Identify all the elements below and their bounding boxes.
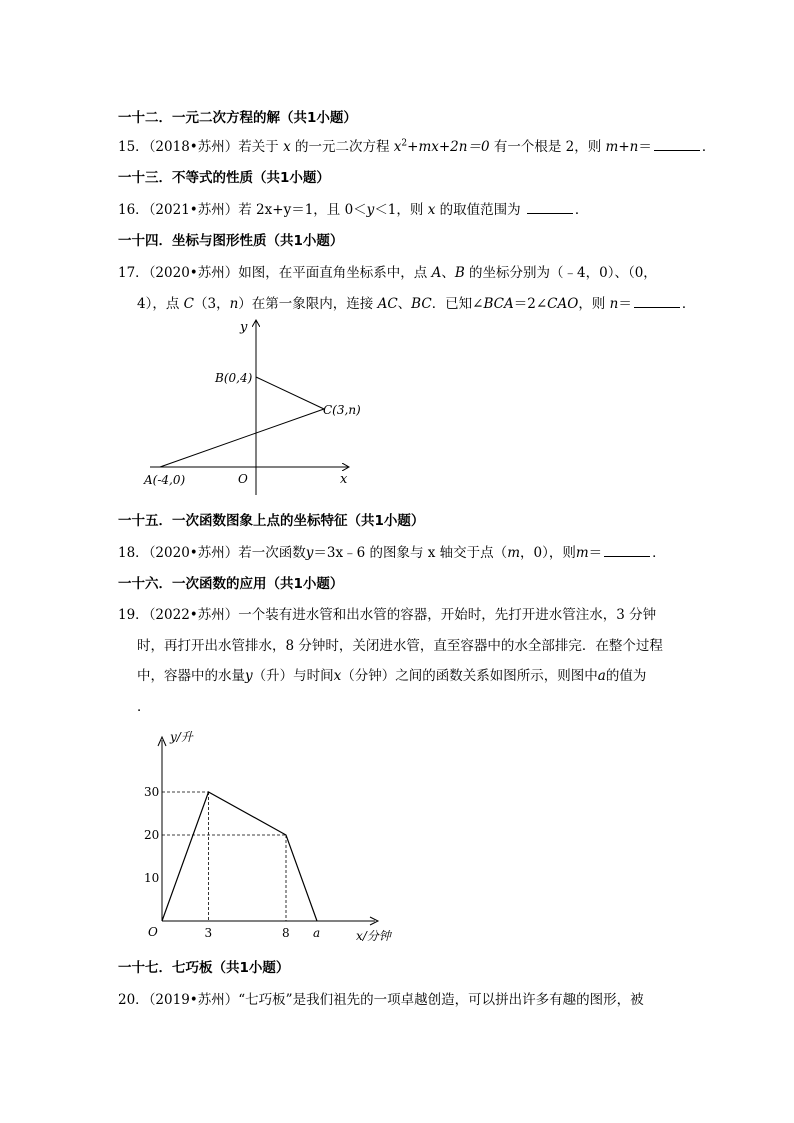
question-17-line1: 17．（2020•苏州）如图，在平面直角坐标系中，点 A、B 的坐标分别为（﹣4，0）、（0， <box>118 265 657 281</box>
section-heading-17: 一十七．七巧板（共1小题） <box>118 960 290 976</box>
water-volume-chart <box>130 722 410 947</box>
answer-blank <box>654 138 700 151</box>
segment-ac <box>160 409 324 467</box>
section-heading-13: 一十三．不等式的性质（共1小题） <box>118 170 330 186</box>
section-heading-14: 一十四．坐标与图形性质（共1小题） <box>118 233 344 249</box>
y-axis-label: y/升 <box>170 730 193 744</box>
y-tick-label: 30 <box>144 785 160 799</box>
x-tick-label: a <box>313 926 321 940</box>
section-heading-15: 一十五．一次函数图象上点的坐标特征（共1小题） <box>118 513 425 529</box>
question-20: 20．（2019•苏州）“七巧板”是我们祖先的一项卓越创造，可以拼出许多有趣的图形，被 <box>118 992 644 1008</box>
question-19-line4: ． <box>137 699 151 715</box>
question-17-line2: 4），点 C（3，n）在第一象限内，连接 AC、BC．已知∠BCA＝2∠CAO，则 n＝ ． <box>137 296 696 312</box>
point-a-label: A(-4,0) <box>144 473 186 487</box>
x-axis-label: x <box>340 472 348 487</box>
answer-blank <box>527 201 573 214</box>
origin-label: O <box>238 472 248 486</box>
series-line <box>162 792 317 921</box>
point-c-label: C(3,n) <box>323 403 361 417</box>
origin-label: O <box>148 925 158 939</box>
question-15: 15．（2018•苏州）若关于 x 的一元二次方程 $x^2+mx+2n=0$ 有一个根是 2，则 m+n＝ ． <box>118 138 716 155</box>
segment-bc <box>256 377 324 409</box>
question-19-line1: 19．（2022•苏州）一个装有进水管和出水管的容器，开始时，先打开进水管注水，3 分钟 <box>118 607 657 623</box>
question-19-line2: 时，再打开出水管排水，8 分钟时，关闭进水管，直至容器中的水全部排完．在整个过程 <box>137 638 663 654</box>
answer-blank <box>634 295 680 308</box>
question-19-line3: 中，容器中的水量y（升）与时间x（分钟）之间的函数关系如图所示，则图中a的值为 <box>137 668 647 684</box>
answer-blank <box>604 544 650 557</box>
x-tick-label: 3 <box>204 926 213 940</box>
section-heading-12: 一十二．一元二次方程的解（共1小题） <box>118 110 357 126</box>
question-18: 18．（2020•苏州）若一次函数y＝3x﹣6 的图象与 x 轴交于点（m，0），则m＝ ． <box>118 545 666 561</box>
question-16: 16．（2021•苏州）若 2x+y＝1，且 0＜y＜1，则 x 的取值范围为 ． <box>118 202 589 218</box>
y-axis-label: y <box>240 320 248 335</box>
point-b-label: B(0,4) <box>215 371 253 385</box>
y-tick-label: 10 <box>144 871 160 885</box>
x-axis-label: x/分钟 <box>356 929 391 943</box>
section-heading-16: 一十六．一次函数的应用（共1小题） <box>118 576 344 592</box>
x-tick-label: 8 <box>282 926 290 940</box>
coordinate-figure <box>130 315 370 500</box>
y-tick-label: 20 <box>144 828 160 842</box>
